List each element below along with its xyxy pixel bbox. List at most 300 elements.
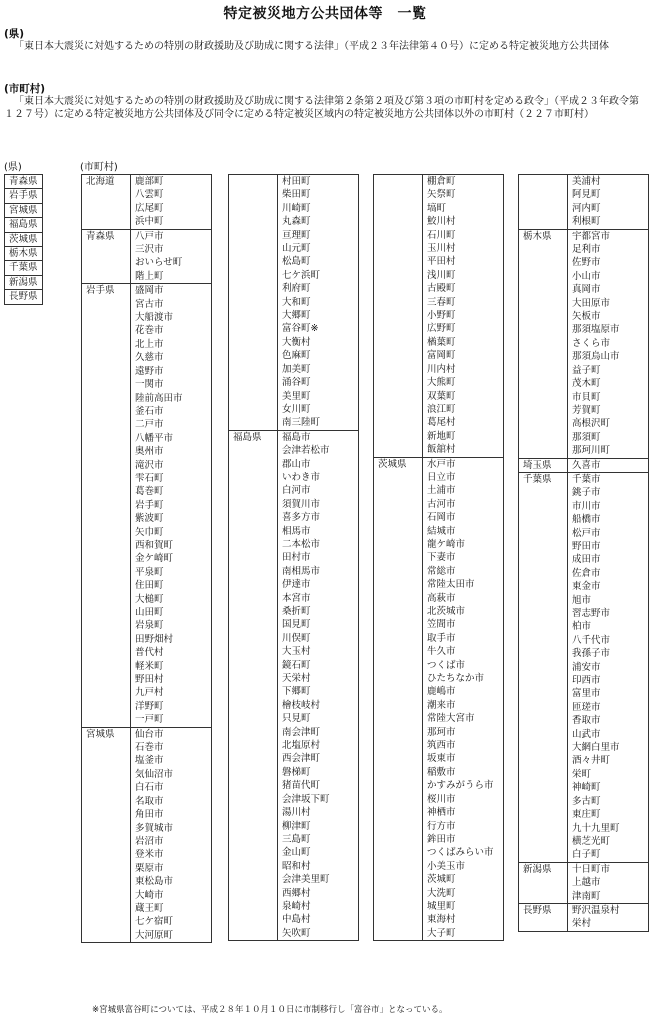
municipality-cell: 大槌町 bbox=[131, 593, 212, 606]
group-prefecture-blank bbox=[519, 607, 568, 620]
group-prefecture-blank bbox=[229, 363, 278, 376]
municipality-cell: 登米市 bbox=[131, 848, 212, 861]
group-prefecture-blank bbox=[374, 900, 423, 913]
municipality-row bbox=[229, 927, 359, 941]
municipality-row bbox=[374, 900, 504, 913]
section-text-municipality: 「東日本大震災に対処するための特別の財政援助及び助成に関する法律第２条第２項及び第３項の市町村を定める政令」（平成２３年政令第１２７号）に定める特定被災地方公共団体及び同令に定める特定被災区域内の特定被災地方公共団体以外の市町村（２２７市町村） bbox=[4, 96, 639, 120]
group-prefecture-blank bbox=[374, 820, 423, 833]
municipality-row bbox=[229, 538, 359, 551]
municipality-row bbox=[519, 472, 649, 486]
municipality-row bbox=[519, 458, 649, 472]
group-prefecture-blank bbox=[229, 376, 278, 389]
group-prefecture-blank bbox=[374, 726, 423, 739]
group-prefecture-blank bbox=[82, 566, 131, 579]
group-prefecture-blank bbox=[519, 728, 568, 741]
municipality-cell: 色麻町 bbox=[278, 349, 359, 362]
group-prefecture-blank bbox=[374, 322, 423, 335]
municipality-column-3 bbox=[373, 174, 504, 941]
group-prefecture-blank bbox=[374, 188, 423, 201]
group-prefecture-blank bbox=[519, 417, 568, 430]
municipality-cell: 西和賀町 bbox=[131, 539, 212, 552]
municipality-cell: 浦安市 bbox=[568, 661, 649, 674]
prefecture-row bbox=[5, 290, 43, 304]
municipality-cell: 大崎市 bbox=[131, 889, 212, 902]
municipality-cell: 田村市 bbox=[278, 551, 359, 564]
municipality-row bbox=[229, 820, 359, 833]
prefecture-row bbox=[5, 203, 43, 217]
municipality-row bbox=[374, 726, 504, 739]
group-prefecture-blank bbox=[519, 553, 568, 566]
group-prefecture-blank bbox=[519, 835, 568, 848]
municipality-row bbox=[82, 365, 212, 378]
group-prefecture-blank bbox=[374, 538, 423, 551]
municipality-cell: 笠間市 bbox=[423, 618, 504, 631]
municipality-row bbox=[82, 418, 212, 431]
group-prefecture-blank bbox=[519, 377, 568, 390]
municipality-row bbox=[229, 215, 359, 228]
municipality-cell: 洋野町 bbox=[131, 700, 212, 713]
group-prefecture-blank bbox=[374, 296, 423, 309]
municipality-cell: 紫波町 bbox=[131, 512, 212, 525]
municipality-row bbox=[374, 645, 504, 658]
group-prefecture-blank bbox=[82, 795, 131, 808]
group-prefecture-blank bbox=[374, 632, 423, 645]
municipality-cell: 広尾町 bbox=[131, 202, 212, 215]
municipality-cell: 大和町 bbox=[278, 296, 359, 309]
municipality-row bbox=[82, 311, 212, 324]
prefecture-cell: 岩手県 bbox=[5, 189, 43, 203]
municipality-cell: 一関市 bbox=[131, 378, 212, 391]
municipality-cell: 印西市 bbox=[568, 674, 649, 687]
municipality-cell: 西郷村 bbox=[278, 887, 359, 900]
group-prefecture-blank bbox=[229, 672, 278, 685]
municipality-cell: 河内町 bbox=[568, 202, 649, 215]
municipality-row bbox=[519, 580, 649, 593]
municipality-cell: 古河市 bbox=[423, 498, 504, 511]
group-prefecture-blank bbox=[519, 567, 568, 580]
group-prefecture-blank bbox=[374, 712, 423, 725]
group-prefecture-blank bbox=[229, 538, 278, 551]
municipality-row bbox=[374, 659, 504, 672]
municipality-cell: 取手市 bbox=[423, 632, 504, 645]
group-prefecture-blank bbox=[82, 835, 131, 848]
municipality-row bbox=[82, 526, 212, 539]
municipality-row bbox=[229, 833, 359, 846]
group-prefecture-cell: 埼玉県 bbox=[519, 458, 568, 472]
group-prefecture-blank bbox=[519, 444, 568, 458]
group-prefecture-blank bbox=[374, 927, 423, 941]
municipality-row bbox=[229, 887, 359, 900]
group-prefecture-blank bbox=[82, 188, 131, 201]
municipality-cell: 市川市 bbox=[568, 500, 649, 513]
municipality-cell: 成田市 bbox=[568, 553, 649, 566]
municipality-row bbox=[519, 808, 649, 821]
group-prefecture-blank bbox=[82, 862, 131, 875]
group-prefecture-blank bbox=[374, 336, 423, 349]
municipality-cell: 金ケ崎町 bbox=[131, 552, 212, 565]
prefecture-row bbox=[5, 218, 43, 232]
municipality-row bbox=[374, 215, 504, 228]
municipality-row bbox=[82, 686, 212, 699]
municipality-cell: 広野町 bbox=[423, 322, 504, 335]
group-prefecture-blank bbox=[374, 873, 423, 886]
municipality-row bbox=[229, 578, 359, 591]
municipality-row bbox=[519, 229, 649, 243]
group-prefecture-blank bbox=[519, 391, 568, 404]
group-prefecture-blank bbox=[82, 741, 131, 754]
municipality-row bbox=[229, 363, 359, 376]
prefecture-cell: 福島県 bbox=[5, 218, 43, 232]
municipality-cell: 鉾田市 bbox=[423, 833, 504, 846]
municipality-cell: 葛尾村 bbox=[423, 416, 504, 429]
group-prefecture-blank bbox=[229, 416, 278, 430]
group-prefecture-blank bbox=[374, 833, 423, 846]
group-prefecture-blank bbox=[519, 350, 568, 363]
municipality-cell: 矢板市 bbox=[568, 310, 649, 323]
municipality-row bbox=[519, 256, 649, 269]
group-prefecture-blank bbox=[229, 605, 278, 618]
municipality-row bbox=[229, 525, 359, 538]
municipality-cell: 我孫子市 bbox=[568, 647, 649, 660]
group-prefecture-blank bbox=[374, 363, 423, 376]
municipality-row bbox=[519, 594, 649, 607]
municipality-cell: 涌谷町 bbox=[278, 376, 359, 389]
municipality-row bbox=[519, 661, 649, 674]
municipality-row bbox=[229, 309, 359, 322]
municipality-cell: 大子町 bbox=[423, 927, 504, 941]
municipality-row bbox=[374, 242, 504, 255]
municipality-cell: 足利市 bbox=[568, 243, 649, 256]
municipality-row bbox=[82, 673, 212, 686]
municipality-cell: 岩泉町 bbox=[131, 619, 212, 632]
municipality-row bbox=[374, 282, 504, 295]
group-prefecture-blank bbox=[82, 445, 131, 458]
municipality-row bbox=[519, 444, 649, 458]
municipality-cell: 柴田町 bbox=[278, 188, 359, 201]
municipality-row bbox=[374, 525, 504, 538]
municipality-row bbox=[82, 202, 212, 215]
group-prefecture-blank bbox=[82, 713, 131, 727]
municipality-row bbox=[82, 822, 212, 835]
municipality-cell: 東海村 bbox=[423, 913, 504, 926]
group-prefecture-blank bbox=[229, 659, 278, 672]
municipality-cell: 双葉町 bbox=[423, 390, 504, 403]
municipality-row bbox=[82, 472, 212, 485]
municipality-cell: 岩沼市 bbox=[131, 835, 212, 848]
group-prefecture-blank bbox=[519, 323, 568, 336]
municipality-row bbox=[519, 283, 649, 296]
municipality-row bbox=[519, 513, 649, 526]
municipality-row bbox=[229, 712, 359, 725]
municipality-row bbox=[229, 242, 359, 255]
group-prefecture-blank bbox=[82, 929, 131, 943]
group-prefecture-blank bbox=[229, 726, 278, 739]
municipality-row bbox=[374, 403, 504, 416]
municipality-cell: 檜枝岐村 bbox=[278, 699, 359, 712]
municipality-row bbox=[374, 873, 504, 886]
municipality-row bbox=[229, 766, 359, 779]
group-prefecture-blank bbox=[519, 202, 568, 215]
municipality-cell: 滝沢市 bbox=[131, 459, 212, 472]
municipality-column-2 bbox=[228, 174, 359, 941]
group-prefecture-blank bbox=[374, 685, 423, 698]
group-prefecture-blank bbox=[519, 876, 568, 889]
group-prefecture-blank bbox=[519, 513, 568, 526]
municipality-row bbox=[519, 243, 649, 256]
municipality-row bbox=[82, 499, 212, 512]
municipality-cell: 筑西市 bbox=[423, 739, 504, 752]
municipality-cell: 大熊町 bbox=[423, 376, 504, 389]
municipality-row bbox=[519, 486, 649, 499]
municipality-row bbox=[229, 846, 359, 859]
group-prefecture-cell: 宮城県 bbox=[82, 727, 131, 741]
municipality-row bbox=[229, 779, 359, 792]
municipality-row bbox=[82, 215, 212, 229]
municipality-cell: 八幡平市 bbox=[131, 432, 212, 445]
municipality-row bbox=[519, 188, 649, 201]
group-prefecture-blank bbox=[519, 486, 568, 499]
group-prefecture-blank bbox=[229, 900, 278, 913]
municipality-cell: 二戸市 bbox=[131, 418, 212, 431]
municipality-cell: 日立市 bbox=[423, 471, 504, 484]
municipality-row bbox=[519, 175, 649, 189]
municipality-cell: 国見町 bbox=[278, 618, 359, 631]
municipality-row bbox=[374, 618, 504, 631]
group-prefecture-blank bbox=[229, 618, 278, 631]
municipality-cell: 高萩市 bbox=[423, 592, 504, 605]
prefecture-cell: 茨城県 bbox=[5, 232, 43, 246]
municipality-cell: 南三陸町 bbox=[278, 416, 359, 430]
group-prefecture-blank bbox=[82, 215, 131, 229]
municipality-row bbox=[82, 270, 212, 284]
group-prefecture-blank bbox=[519, 580, 568, 593]
municipality-row bbox=[82, 741, 212, 754]
group-prefecture-blank bbox=[82, 619, 131, 632]
group-prefecture-blank bbox=[82, 256, 131, 269]
municipality-cell: 石岡市 bbox=[423, 511, 504, 524]
municipality-row bbox=[229, 175, 359, 189]
municipality-row bbox=[82, 660, 212, 673]
municipality-row bbox=[374, 685, 504, 698]
municipality-cell: 丸森町 bbox=[278, 215, 359, 228]
municipality-cell: 美浦村 bbox=[568, 175, 649, 189]
municipality-cell: 佐倉市 bbox=[568, 567, 649, 580]
municipality-cell: 大船渡市 bbox=[131, 311, 212, 324]
municipality-row bbox=[374, 416, 504, 429]
municipality-row bbox=[82, 485, 212, 498]
municipality-row bbox=[82, 351, 212, 364]
municipality-cell: 宮古市 bbox=[131, 298, 212, 311]
group-prefecture-blank bbox=[374, 565, 423, 578]
municipality-row bbox=[82, 229, 212, 243]
municipality-row bbox=[82, 700, 212, 713]
municipality-row bbox=[519, 417, 649, 430]
municipality-cell: 白子町 bbox=[568, 848, 649, 862]
group-prefecture-blank bbox=[374, 242, 423, 255]
group-prefecture-blank bbox=[82, 459, 131, 472]
municipality-cell: 久慈市 bbox=[131, 351, 212, 364]
group-prefecture-blank bbox=[82, 432, 131, 445]
group-prefecture-blank bbox=[374, 793, 423, 806]
municipality-cell: 多古町 bbox=[568, 795, 649, 808]
group-prefecture-cell: 青森県 bbox=[82, 229, 131, 243]
prefecture-cell: 青森県 bbox=[5, 175, 43, 189]
group-prefecture-cell: 茨城県 bbox=[374, 457, 423, 471]
municipality-row bbox=[374, 752, 504, 765]
group-prefecture-blank bbox=[374, 269, 423, 282]
group-prefecture-cell: 北海道 bbox=[82, 175, 131, 189]
municipality-cell: 女川町 bbox=[278, 403, 359, 416]
municipality-cell: 奥州市 bbox=[131, 445, 212, 458]
municipality-cell: 富谷町※ bbox=[278, 322, 359, 335]
municipality-cell: 小美玉市 bbox=[423, 860, 504, 873]
group-prefecture-blank bbox=[519, 364, 568, 377]
prefecture-table bbox=[4, 174, 43, 305]
municipality-cell: 高根沢町 bbox=[568, 417, 649, 430]
municipality-row bbox=[519, 500, 649, 513]
municipality-cell: 富里市 bbox=[568, 687, 649, 700]
municipality-row bbox=[374, 430, 504, 443]
group-prefecture-blank bbox=[519, 634, 568, 647]
municipality-cell: 那須町 bbox=[568, 431, 649, 444]
municipality-row bbox=[229, 471, 359, 484]
municipality-row bbox=[82, 795, 212, 808]
group-prefecture-blank bbox=[374, 498, 423, 511]
municipality-row bbox=[374, 322, 504, 335]
municipality-cell: 村田町 bbox=[278, 175, 359, 189]
prefecture-cell: 千葉県 bbox=[5, 261, 43, 275]
group-prefecture-blank bbox=[519, 620, 568, 633]
municipality-row bbox=[82, 646, 212, 659]
group-prefecture-blank bbox=[82, 686, 131, 699]
group-prefecture-blank bbox=[82, 646, 131, 659]
municipality-cell: おいらせ町 bbox=[131, 256, 212, 269]
group-prefecture-blank bbox=[229, 551, 278, 564]
group-prefecture-blank bbox=[229, 444, 278, 457]
municipality-cell: 潮来市 bbox=[423, 699, 504, 712]
group-prefecture-blank bbox=[519, 297, 568, 310]
group-prefecture-blank bbox=[229, 645, 278, 658]
municipality-cell: 階上町 bbox=[131, 270, 212, 284]
municipality-cell: 会津坂下町 bbox=[278, 793, 359, 806]
group-prefecture-cell: 新潟県 bbox=[519, 862, 568, 876]
municipality-row bbox=[374, 793, 504, 806]
municipality-row bbox=[374, 363, 504, 376]
municipality-cell: 石川町 bbox=[423, 229, 504, 242]
municipality-row bbox=[374, 779, 504, 792]
group-prefecture-blank bbox=[519, 701, 568, 714]
municipality-cell: 矢巾町 bbox=[131, 526, 212, 539]
municipality-row bbox=[374, 296, 504, 309]
municipality-row bbox=[82, 432, 212, 445]
section-text-prefecture: 「東日本大震災に対処するための特別の財政援助及び助成に関する法律」（平成２３年法律第４０号）に定める特定被災地方公共団体 bbox=[14, 41, 609, 52]
municipality-row bbox=[519, 795, 649, 808]
municipality-cell: 小野町 bbox=[423, 309, 504, 322]
municipality-cell: 平泉町 bbox=[131, 566, 212, 579]
prefecture-row bbox=[5, 189, 43, 203]
municipality-cell: 佐野市 bbox=[568, 256, 649, 269]
municipality-cell: 大田原市 bbox=[568, 297, 649, 310]
municipality-row bbox=[374, 188, 504, 201]
group-prefecture-blank bbox=[519, 243, 568, 256]
group-prefecture-blank bbox=[519, 795, 568, 808]
group-prefecture-blank bbox=[519, 188, 568, 201]
municipality-cell: 湯川村 bbox=[278, 806, 359, 819]
municipality-row bbox=[374, 820, 504, 833]
municipality-cell: 名取市 bbox=[131, 795, 212, 808]
municipality-cell: 矢祭町 bbox=[423, 188, 504, 201]
municipality-cell: 津南町 bbox=[568, 890, 649, 904]
municipality-row bbox=[519, 876, 649, 889]
municipality-cell: 亘理町 bbox=[278, 229, 359, 242]
prefecture-row bbox=[5, 175, 43, 189]
municipality-cell: 栗原市 bbox=[131, 862, 212, 875]
municipality-row bbox=[374, 511, 504, 524]
municipality-row bbox=[82, 915, 212, 928]
group-prefecture-blank bbox=[82, 472, 131, 485]
municipality-cell: 白河市 bbox=[278, 484, 359, 497]
municipality-row bbox=[519, 903, 649, 917]
municipality-row bbox=[229, 726, 359, 739]
group-prefecture-blank bbox=[229, 336, 278, 349]
group-prefecture-blank bbox=[82, 754, 131, 767]
municipality-cell: 田野畑村 bbox=[131, 633, 212, 646]
municipality-cell: 富岡町 bbox=[423, 349, 504, 362]
group-prefecture-blank bbox=[82, 593, 131, 606]
municipality-cell: 飯舘村 bbox=[423, 443, 504, 457]
municipality-row bbox=[82, 298, 212, 311]
group-prefecture-blank bbox=[374, 443, 423, 457]
prefecture-cell: 長野県 bbox=[5, 290, 43, 304]
group-prefecture-blank bbox=[82, 700, 131, 713]
municipality-row bbox=[229, 458, 359, 471]
municipality-row bbox=[374, 175, 504, 189]
group-prefecture-blank bbox=[519, 781, 568, 794]
group-prefecture-blank bbox=[82, 270, 131, 284]
group-prefecture-blank bbox=[229, 913, 278, 926]
municipality-row bbox=[229, 511, 359, 524]
group-prefecture-blank bbox=[229, 779, 278, 792]
group-prefecture-blank bbox=[519, 215, 568, 229]
group-prefecture-blank bbox=[82, 808, 131, 821]
group-prefecture-blank bbox=[519, 661, 568, 674]
prefecture-row bbox=[5, 261, 43, 275]
group-prefecture-blank bbox=[82, 875, 131, 888]
municipality-row bbox=[519, 862, 649, 876]
group-prefecture-blank bbox=[519, 768, 568, 781]
municipality-cell: 酒々井町 bbox=[568, 754, 649, 767]
municipality-row bbox=[374, 699, 504, 712]
group-prefecture-blank bbox=[374, 430, 423, 443]
group-prefecture-blank bbox=[374, 525, 423, 538]
municipality-cell: 栄町 bbox=[568, 768, 649, 781]
prefecture-cell: 宮城県 bbox=[5, 203, 43, 217]
group-prefecture-blank bbox=[229, 349, 278, 362]
municipality-row bbox=[82, 862, 212, 875]
municipality-row bbox=[519, 337, 649, 350]
municipality-row bbox=[374, 605, 504, 618]
municipality-row bbox=[229, 229, 359, 242]
municipality-cell: 銚子市 bbox=[568, 486, 649, 499]
municipality-row bbox=[229, 188, 359, 201]
municipality-cell: 西会津町 bbox=[278, 752, 359, 765]
municipality-row bbox=[82, 808, 212, 821]
municipality-cell: 加美町 bbox=[278, 363, 359, 376]
municipality-cell: 二本松市 bbox=[278, 538, 359, 551]
group-prefecture-blank bbox=[229, 806, 278, 819]
group-prefecture-blank bbox=[82, 579, 131, 592]
municipality-row bbox=[519, 391, 649, 404]
